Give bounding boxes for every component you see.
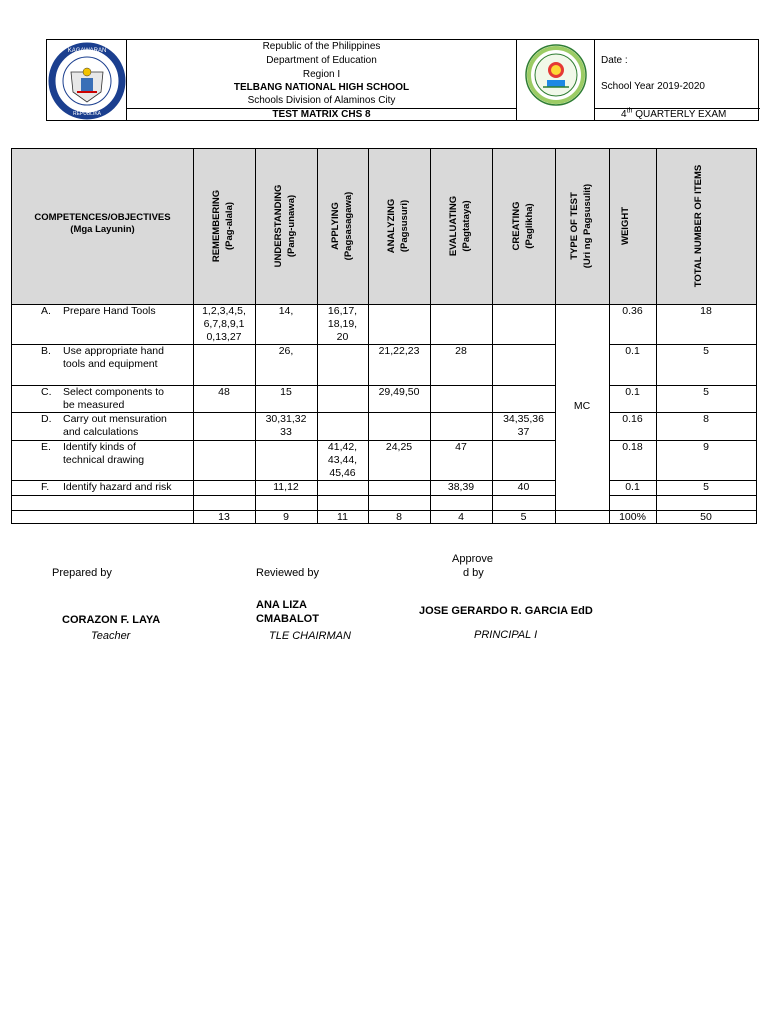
header-col-understanding <box>272 151 300 301</box>
row-letter: A. <box>41 305 51 317</box>
row-competence-label <box>63 305 191 318</box>
svg-text:REPUBLIKA: REPUBLIKA <box>72 111 102 117</box>
cell-und <box>255 305 317 318</box>
prepared-by-label: Prepared by <box>52 567 112 579</box>
header-competences <box>12 212 193 236</box>
header-col-creating <box>510 151 538 301</box>
header-col-evaluating <box>447 151 475 301</box>
row-competence-label-line: technical drawing <box>63 454 145 466</box>
cell-line: 11,12 <box>273 481 299 493</box>
total-total: 50 <box>700 511 712 523</box>
type-of-test-cell: MC <box>573 400 591 412</box>
cell-line: 14, <box>278 305 294 317</box>
cell-line: 28 <box>455 345 467 357</box>
header-school-name: TELBANG NATIONAL HIGH SCHOOL <box>233 82 410 93</box>
header-competences-l2: (Mga Layunin) <box>70 224 135 235</box>
header-col-analyzing <box>385 151 413 301</box>
header-col-l2: (Pagtataya) <box>461 200 472 252</box>
header-col-type-of-test <box>568 151 596 301</box>
header-col-weight <box>619 151 647 301</box>
cell-line: 6,7,8,9,1 <box>203 318 245 330</box>
reviewer-name-line-2: CMABALOT <box>256 613 319 625</box>
svg-text:KAGAWARAN: KAGAWARAN <box>67 48 107 54</box>
cell-eva <box>430 345 492 358</box>
cell-line: 21,22,23 <box>378 345 420 357</box>
cell-weight: 0.1 <box>625 481 640 493</box>
row-letter: B. <box>41 345 51 357</box>
cell-line: 15 <box>280 386 292 398</box>
header-line-deped: Department of Education <box>266 55 377 66</box>
header-col-l1: ANALYZING <box>386 198 397 254</box>
cell-cre <box>492 413 555 439</box>
total-weight: 100% <box>619 511 646 523</box>
cell-weight: 0.18 <box>622 441 643 453</box>
header-center <box>127 40 517 120</box>
row-competence-label-line: Use appropriate hand <box>63 345 164 357</box>
cell-weight: 0.1 <box>625 386 640 398</box>
header-col-l1: WEIGHT <box>619 207 631 245</box>
row-competence-label-line: Carry out mensuration <box>63 413 167 425</box>
cell-rem <box>193 386 255 399</box>
reviewed-by-label: Reviewed by <box>256 567 319 579</box>
document-header <box>46 39 759 121</box>
school-seal <box>517 40 595 120</box>
header-col-total-number-of-items <box>692 151 720 301</box>
header-col-l2: (Pag-alala) <box>224 201 235 251</box>
cell-app <box>317 441 368 480</box>
cell-line: 40 <box>517 481 530 493</box>
header-division: Schools Division of Alaminos City <box>247 95 396 106</box>
cell-eva <box>430 441 492 454</box>
cell-line: 41,42, <box>327 441 358 453</box>
deped-seal-icon <box>47 40 127 120</box>
school-year: School Year 2019-2020 <box>601 81 705 92</box>
header-col-l2: (Pang-unawa) <box>286 194 297 258</box>
total-app: 11 <box>337 511 348 523</box>
header-col-l1: TOTAL NUMBER OF ITEMS <box>693 164 704 288</box>
cell-line: 20 <box>336 331 349 343</box>
cell-line: 26, <box>278 345 294 357</box>
header-col-remembering <box>210 151 238 301</box>
row-letter: D. <box>41 413 52 425</box>
header-col-l1: CREATING <box>510 201 522 251</box>
cell-weight: 0.1 <box>625 345 640 357</box>
cell-line: 16,17, <box>327 305 358 317</box>
cell-line: 30,31,32 <box>265 413 307 425</box>
cell-line: 37 <box>517 426 530 438</box>
approver-title: PRINCIPAL I <box>474 629 538 641</box>
cell-ana <box>368 386 430 399</box>
total-cre: 5 <box>520 511 527 523</box>
cell-cre <box>492 481 555 494</box>
header-col-l2: (Uri ng Pagsusulit) <box>582 183 593 269</box>
cell-line: 48 <box>218 386 230 398</box>
row-letter: E. <box>41 441 51 453</box>
exam-label: 4th QUARTERLY EXAM <box>621 107 727 120</box>
header-col-l1: TYPE OF TEST <box>569 192 580 260</box>
test-matrix-table <box>11 148 757 524</box>
cell-total: 9 <box>703 441 709 453</box>
cell-line: 47 <box>455 441 467 453</box>
cell-line: 43,44, <box>327 454 358 466</box>
header-competences-l1: COMPETENCES/OBJECTIVES <box>34 212 171 223</box>
approved-by-label-1: Approve <box>452 553 493 565</box>
total-und: 9 <box>283 511 289 523</box>
cell-weight: 0.16 <box>622 413 643 425</box>
cell-und <box>255 345 317 358</box>
header-col-l1: APPLYING <box>329 202 341 250</box>
school-seal-icon <box>517 40 595 108</box>
header-line-region: Region I <box>302 69 341 80</box>
total-rem: 13 <box>218 511 230 523</box>
cell-line: 29,49,50 <box>378 386 420 398</box>
reviewer-title: TLE CHAIRMAN <box>269 630 351 642</box>
row-competence-label <box>63 481 191 494</box>
header-right <box>595 40 760 120</box>
cell-line: 38,39 <box>447 481 475 493</box>
row-competence-label <box>63 345 191 371</box>
cell-line: 18,19, <box>327 318 358 330</box>
header-line-republic: Republic of the Philippines <box>262 41 381 52</box>
cell-und <box>255 481 317 494</box>
matrix-title: TEST MATRIX CHS 8 <box>272 109 371 120</box>
cell-total: 8 <box>703 413 709 425</box>
cell-line: 0,13,27 <box>206 331 242 343</box>
row-letter: F. <box>41 481 50 493</box>
deped-seal <box>47 40 127 120</box>
row-competence-label-line: and calculations <box>63 426 139 438</box>
header-col-l1: REMEMBERING <box>211 189 222 263</box>
preparer-title: Teacher <box>91 630 131 642</box>
header-col-l1: UNDERSTANDING <box>273 184 284 268</box>
cell-und <box>255 413 317 439</box>
cell-app <box>317 305 368 344</box>
total-eva: 4 <box>458 511 464 523</box>
row-competence-label <box>63 441 191 467</box>
row-competence-label-line: Identify hazard and risk <box>63 481 172 493</box>
header-col-l2: (Pagsasagawa) <box>342 191 354 261</box>
row-competence-label <box>63 386 191 412</box>
cell-total: 5 <box>703 481 709 493</box>
cell-line: 34,35,36 <box>503 413 544 425</box>
row-competence-label <box>63 413 191 439</box>
approver-name: JOSE GERARDO R. GARCIA EdD <box>419 605 593 617</box>
preparer-name: CORAZON F. LAYA <box>62 614 161 626</box>
cell-total: 18 <box>700 305 712 317</box>
cell-line: 45,46 <box>329 467 356 479</box>
cell-und <box>255 386 317 399</box>
approved-by-label-2: d by <box>463 567 484 579</box>
row-competence-label-line: Identify kinds of <box>63 441 136 453</box>
row-competence-label-line: Prepare Hand Tools <box>63 305 156 317</box>
row-letter: C. <box>41 386 52 398</box>
header-col-l2: (Paglikha) <box>523 203 535 249</box>
cell-line: 33 <box>280 426 292 438</box>
cell-ana <box>368 345 430 358</box>
row-competence-label-line: tools and equipment <box>63 358 158 370</box>
cell-rem <box>193 305 255 344</box>
cell-line: 24,25 <box>385 441 413 453</box>
cell-eva <box>430 481 492 494</box>
cell-line: 1,2,3,4,5, <box>202 305 246 317</box>
total-ana: 8 <box>396 511 402 523</box>
cell-ana <box>368 441 430 454</box>
header-col-applying <box>329 151 357 301</box>
date-label: Date : <box>601 55 628 66</box>
cell-weight: 0.36 <box>622 305 643 317</box>
cell-total: 5 <box>703 345 709 357</box>
row-competence-label-line: Select components to <box>63 386 164 398</box>
header-col-l2: (Pagsusuri) <box>399 199 410 253</box>
reviewer-name-line-1: ANA LIZA <box>256 599 307 611</box>
header-col-l1: EVALUATING <box>448 195 459 257</box>
row-competence-label-line: be measured <box>63 399 125 411</box>
cell-total: 5 <box>703 386 709 398</box>
